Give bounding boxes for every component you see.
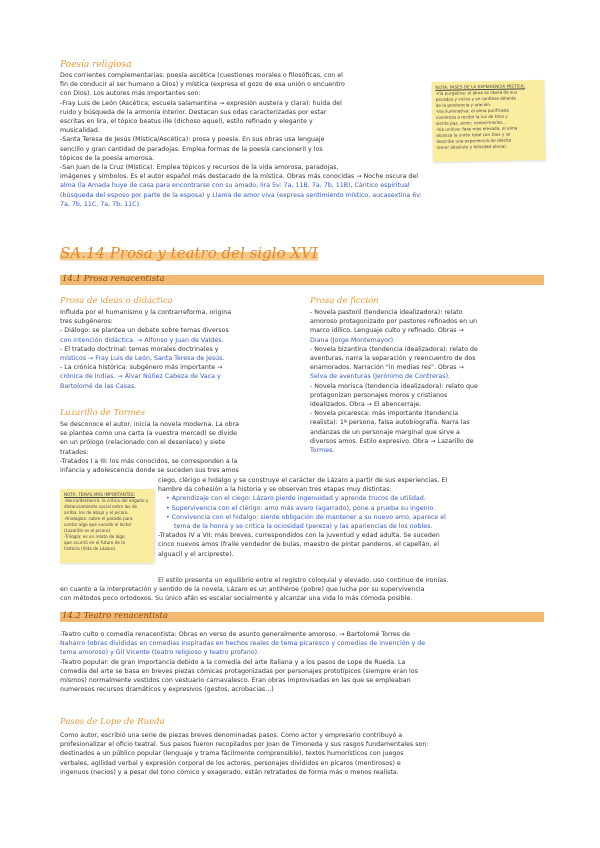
text-line: tópicos de la poesía amorosa.: [60, 154, 155, 162]
text-line: marco idílico. Lenguaje culto y refinado. Obras →: [310, 327, 464, 335]
lazarillo-stages: [158, 494, 544, 531]
ideas-heading: Prosa de ideas o didáctica: [60, 296, 173, 306]
list-item: • Aprendizaje con el ciego: Lázaro pierde ingenuidad y aprende trucos de utilidad.: [166, 494, 544, 503]
text-line: - El tratado doctrinal: temas morales doctrinales y: [60, 345, 219, 353]
text-line: contar algo que sucede al lector: [64, 522, 132, 527]
text-line: -Fray Luis de León (Ascética; escuela salamantina → expresión austera y clara): huida del: [60, 99, 342, 107]
text-line: realista): 1ª persona, falsa autobiografía. Narra las: [310, 419, 470, 427]
sticky-note-lazarillo-themes: [60, 489, 154, 563]
text-line: 7a, 7b, 11C, 7a, 7b, 11C).: [60, 200, 142, 208]
list-item: • Convivencia con el hidalgo: siente obligación de mantener a su nuevo amo, aparece el: [166, 513, 544, 522]
text-line: Selva de aventuras (Jerónimo de Contreras).: [310, 373, 451, 381]
text-line: comedia del arte se basa en breves piezas cómicas protagonizadas por personajes prototípicos (siempre eran los: [60, 667, 418, 675]
text-line: Influida por el humanismo y la contrarreforma, origina: [60, 309, 232, 316]
ficcion-heading: Prosa de ficción: [310, 296, 379, 306]
text-line: - Diálogo: se plantea un debate sobre temas diversos: [60, 327, 229, 335]
text-line: El estilo presenta un equilibrio entre el registro coloquial y elevado, uso continuo de ironías.: [158, 577, 449, 584]
text-line: con intención didáctica. → Alfonso y Juan de Valdés.: [60, 336, 224, 344]
lazarillo-intro: [60, 420, 305, 475]
text-line: distanciamiento social entre los de: [64, 504, 138, 509]
text-line: tema amoroso) y Gil Vicente (teatro religioso y teatro profano).: [60, 649, 260, 657]
text-line: -Vía iluminativa: el alma purificada: [435, 107, 509, 114]
text-line: amoroso protagonizado por pastores refinados en un: [310, 318, 478, 326]
text-line: en un prólogo (relacionado con el desenlace) y siete: [60, 439, 226, 447]
text-line: Se desconoce el autor, inicia la novela moderna. La obra: [60, 421, 239, 428]
lope-heading: Pasos de Lope de Rueda: [60, 717, 165, 727]
text-line: -Tratados IV a VII: más breves, correspondidos con la juventud y edad adulta. Se suceden: [158, 532, 440, 540]
text-line: (amor absoluto y felicidad plena).: [436, 143, 508, 150]
text-line: tratados:: [60, 448, 89, 456]
text-line: numerosos recursos dramáticos y expresivos (gestos, acrobacias...): [60, 686, 274, 694]
lazarillo-style: [60, 576, 544, 604]
text-line: con Dios). Los autores más importantes son:: [60, 90, 201, 98]
text-line: sencillo y gran cantidad de paradojas. Emplea formas de la poesía cancioneril y los: [60, 145, 323, 153]
poesia-heading: Poesía religiosa: [60, 60, 132, 70]
text-line: idealizados. Obra → El abencerraje.: [310, 401, 422, 409]
text-line: - La crónica histórica: subgénero más importante →: [60, 364, 223, 372]
text-line: pecados y vicios y se confiesa delante: [435, 95, 517, 102]
text-line: NOTA: TEMAS MÁS IMPORTANTES:: [64, 492, 136, 497]
text-line: que ocurrió en el futuro de la: [64, 540, 126, 545]
lazarillo-heading: Lazarillo de Tormes: [60, 408, 146, 418]
text-line: místicos → Fray Luis de León, Santa Teresa de Jesús.: [60, 355, 225, 363]
text-line: describe una experiencia de deleite: [436, 137, 512, 144]
text-line: diversos amos. Estilo expresivo. Obra → Lazarillo de: [310, 437, 474, 445]
text-line: - Novela picaresca: más importante (tendencia: [310, 410, 459, 418]
text-line: -Analogías: sobre el pasado para: [64, 516, 133, 521]
lope-body: [60, 731, 544, 777]
text-line: se plantea como una carta (a vuestra merced) se divide: [60, 430, 237, 438]
text-line: arriba, los de abajo y el pícaro.: [64, 510, 129, 515]
section-title: SA.14 Prosa y teatro del siglo XVI: [60, 244, 318, 262]
text-line: -San Juan de la Cruz (Mística): Emplea tópicos y recursos de la vida amorosa, paradojas,: [60, 164, 339, 172]
text-line: Tormes.: [310, 447, 335, 455]
text-line: profesionalizar el oficio teatral. Sus pasos fueron recopilados por Joan de Timoneda y sus rasgos fundamentales son:: [60, 741, 429, 749]
text-line: -Honra/deshonra: la crítica del engaño y: [64, 498, 149, 503]
ideas-body: [60, 308, 305, 391]
text-line: imágenes y símbolos. Es el autor español más destacado de la mística. Obras más conocidas → Noche oscura del: [60, 173, 419, 181]
text-line: Dos corrientes complementarias: poesía ascética (cuestiones morales o filosóficas, con el: [60, 72, 343, 79]
text-line: ciego, clérigo e hidalgo y se construye el carácter de Lázaro a partir de sus experiencias. El: [158, 477, 448, 484]
text-line: infancia y adolescencia donde se suceden sus tres amos: [60, 467, 239, 475]
text-line: tema de la honra y se critica la ociosidad (pereza) y las apariencias de los nobles.: [174, 523, 433, 531]
text-line: -Santa Teresa de Jesús (Mística/Ascética): prosa y poesía. En sus obras usa lenguaje: [60, 136, 325, 144]
text-line: protagonizan personajes moros y cristianos: [310, 391, 448, 399]
list-item: • Supervivencia con el clérigo: amo más avaro (agarrado), pone a prueba su ingenio.: [166, 504, 544, 513]
text-line: -Teatro culto o comedia renacentista: Obras en verso de asunto generalmente amoroso. → Bartolomé Torres de: [60, 631, 410, 638]
text-line: andanzas de un personaje marginal que sirve a: [310, 428, 460, 436]
text-line: alcanza la unión total con Dios y se: [436, 131, 511, 138]
text-line: -Trilogía: es un relato de algo: [64, 534, 125, 539]
text-line: - Novela morisca (tendencia idealizadora): relato que: [310, 382, 478, 390]
text-line: siente paz, amor, conocimiento...: [435, 119, 507, 126]
text-line: Como autor, escribió una serie de piezas breves denominadas pasos. Como actor y empresario contribuyó a: [60, 732, 403, 739]
text-line: comienza a recibir la luz de Dios y: [435, 113, 508, 120]
text-line: Naharro (obras divididas en comedias inspiradas en hechos reales de tema picaresco y comedias de invención y de: [60, 640, 426, 648]
text-line: alma (la Amada huye de casa para encontrarse con su amado, lira 5v: 7a, 11B, 7a, 7b, 11B), Cántico espiritual: [60, 182, 410, 190]
subsection-title-141: 14.1 Prosa renacentista: [62, 274, 165, 284]
text-line: historia (Vida de Lázaro).: [64, 546, 117, 551]
text-line: escritas en lira, el tópico beatus ille (dichoso aquel), estilo refinado y elegante y: [60, 118, 313, 126]
text-line: -Vía unitiva: fase más elevada, el alma: [436, 125, 518, 132]
text-line: (Lazarillo es el pícaro).: [64, 528, 112, 533]
text-line: con métodos poco ortodoxos. Su único afán es escalar socialmente y alcanzar una vida lo más cómoda posible.: [60, 595, 413, 603]
text-line: Diana (Jorge Montemayor).: [310, 336, 396, 344]
text-line: -Tratados I a III: los más conocidos, se corresponden a la: [60, 457, 238, 465]
text-line: en cuanto a la interpretación y sentido de la novela, Lázaro es un antihéroe (pobre) que lucha por su supervivencia: [60, 586, 425, 594]
sticky-note-mystic-phases: [431, 80, 544, 162]
text-line: - Novela pastoril (tendencia idealizadora): relato: [310, 309, 463, 316]
teatro-body: [60, 630, 544, 694]
text-line: musicalidad.: [60, 127, 100, 135]
ficcion-body: [310, 308, 544, 455]
text-line: verbales, agilidad verbal y expresión corporal de los actores, personajes divididos en pícaros (mentirosos) e: [60, 759, 401, 767]
text-line: aventuras, narra la separación y reencuentro de dos: [310, 355, 476, 363]
text-line: tres subgéneros:: [60, 318, 113, 326]
text-line: enamorados. Narración "in medias res". Obras →: [310, 364, 464, 372]
text-line: destinados a un público popular (lenguaje y trama fácilmente comprensible), textos humorísticos con juegos: [60, 750, 404, 758]
subsection-title-142: 14.2 Teatro renacentista: [62, 611, 168, 621]
text-line: ruido y búsqueda de la armonía interior. Destacan sus odas caracterizadas por estar: [60, 108, 327, 116]
text-line: mismos) normalmente vestidos con vestuario carnavalesco. Eran obras improvisadas en las que se empleaban: [60, 677, 411, 685]
text-line: NOTA: FASES DE LA EXPERIENCIA MÍSTICA:: [435, 83, 526, 90]
text-line: ingenuos (necios) y a pesar del tono cómico y exagerado, están retratados de forma más o menos realista.: [60, 768, 399, 776]
text-line: crónica de Indias. → Álvar Núñez Cabeza de Vaca y: [60, 373, 221, 381]
text-line: de la penitencia y oración.: [435, 101, 492, 108]
text-line: hambre da cohesión a la historia y se observan tres etapas muy distintas:: [158, 486, 392, 494]
text-line: Bartolomé de las Casas.: [60, 382, 137, 390]
text-line: -Vía purgativa: el alma se libera de sus: [435, 89, 518, 96]
text-line: - Novela bizantina (tendencia idealizadora): relato de: [310, 345, 478, 353]
text-line: -Teatro popular: de gran importancia debido a la comedia del arte italiana y a los pasos de Lope de Rueda. La: [60, 658, 406, 666]
text-line: alguacil y el arcipreste).: [158, 550, 234, 558]
text-line: cinco nuevos amos (fraile vendedor de bulas, maestro de pintar panderos, el capellán, el: [158, 541, 440, 549]
text-line: (búsqueda del esposo por parte de la esposa) y Llama de amor viva (expresa sentimiento místico, aucasextina 6v:: [60, 191, 422, 199]
lazarillo-continued: [158, 476, 544, 559]
text-line: fin de conducir al ser humano a Dios) y mística (expresa el gozo de esa unión o encuentro: [60, 81, 345, 89]
